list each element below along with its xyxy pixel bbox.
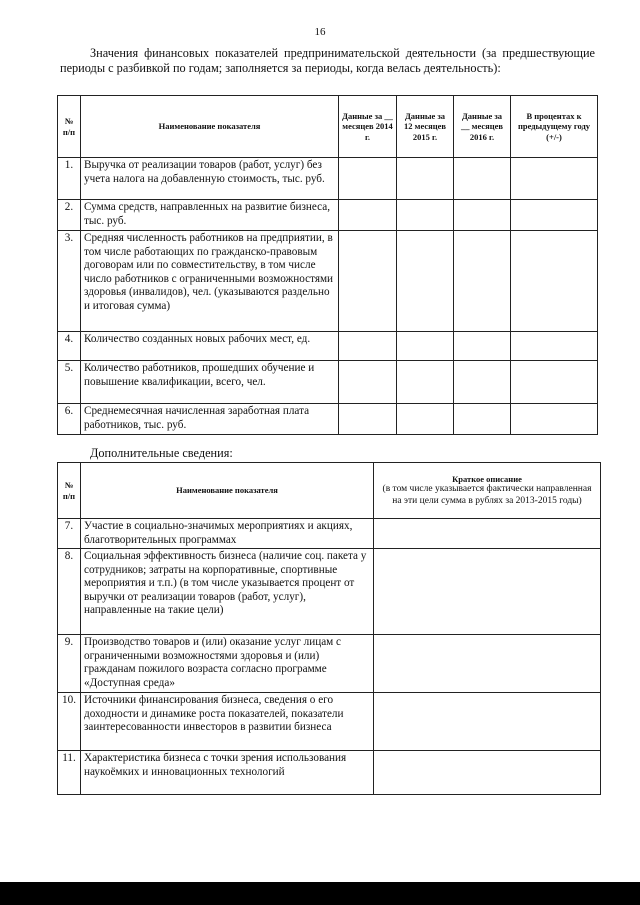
cell-2016[interactable]	[454, 200, 511, 231]
table-row	[58, 231, 598, 332]
extra-title: Дополнительные сведения:	[90, 446, 233, 460]
row-number: 10.	[58, 693, 81, 751]
cell-percent[interactable]	[511, 158, 598, 200]
row-name: Источники финансирования бизнеса, сведения о его доходности и динамике роста показателей, показатели заинтересованности инвесторов в развитии бизнеса	[81, 693, 374, 751]
header-description	[374, 463, 601, 519]
description-title: Краткое описание	[452, 473, 522, 484]
cell-2015[interactable]	[397, 404, 454, 435]
row-number: 6.	[58, 404, 81, 435]
financial-indicators-table	[57, 95, 598, 435]
cell-description[interactable]	[374, 519, 601, 549]
row-name: Производство товаров и (или) оказание услуг лицам с ограниченными возможностями здоровья и (или) гражданам пожилого возраста согласно программе «Доступная среда»	[81, 635, 374, 693]
row-number: 11.	[58, 751, 81, 795]
row-number: 3.	[58, 231, 81, 332]
cell-percent[interactable]	[511, 361, 598, 404]
header-row	[58, 463, 601, 519]
row-name: Среднемесячная начисленная заработная плата работников, тыс. руб.	[81, 404, 339, 435]
cell-description[interactable]	[374, 635, 601, 693]
cell-percent[interactable]	[511, 200, 598, 231]
header-percent: В процентах к предыдущему году (+/-)	[511, 96, 598, 158]
row-number: 7.	[58, 519, 81, 549]
row-number: 4.	[58, 332, 81, 361]
cell-description[interactable]	[374, 751, 601, 795]
cell-2016[interactable]	[454, 158, 511, 200]
row-name: Сумма средств, направленных на развитие бизнеса, тыс. руб.	[81, 200, 339, 231]
cell-2015[interactable]	[397, 200, 454, 231]
row-name: Количество созданных новых рабочих мест, ед.	[81, 332, 339, 361]
cell-percent[interactable]	[511, 404, 598, 435]
description-note: (в том числе указывается фактически направленная на эти цели сумма в рублях за 2013-2015 годы)	[382, 484, 592, 506]
cell-description[interactable]	[374, 549, 601, 635]
table-row	[58, 519, 601, 549]
row-name: Количество работников, прошедших обучение и повышение квалификации, всего, чел.	[81, 361, 339, 404]
table-row	[58, 693, 601, 751]
table-row	[58, 361, 598, 404]
table-row	[58, 549, 601, 635]
cell-2014[interactable]	[339, 231, 397, 332]
row-number: 5.	[58, 361, 81, 404]
header-name: Наименование показателя	[81, 96, 339, 158]
header-2016: Данные за __ месяцев 2016 г.	[454, 96, 511, 158]
scan-edge-bar	[0, 882, 640, 905]
table-row	[58, 200, 598, 231]
cell-2016[interactable]	[454, 231, 511, 332]
cell-2015[interactable]	[397, 231, 454, 332]
additional-info-table	[57, 462, 601, 795]
row-name: Средняя численность работников на предприятии, в том числе работающих по гражданско-правовым договорам или по совместительству, в том числе число работников с ограниченными возможностями здоровья (инвалидов), чел. (указываются раздельно и итоговая сумма)	[81, 231, 339, 332]
cell-2015[interactable]	[397, 158, 454, 200]
row-number: 2.	[58, 200, 81, 231]
cell-description[interactable]	[374, 693, 601, 751]
cell-2016[interactable]	[454, 404, 511, 435]
cell-2014[interactable]	[339, 200, 397, 231]
page-number: 16	[314, 26, 326, 38]
cell-2014[interactable]	[339, 361, 397, 404]
cell-2014[interactable]	[339, 158, 397, 200]
intro-text: Значения финансовых показателей предпринимательской деятельности (за предшествующие периоды с разбивкой по годам; заполняется за периоды, когда велась деятельность):	[60, 46, 595, 75]
table-row	[58, 635, 601, 693]
cell-2014[interactable]	[339, 404, 397, 435]
cell-2015[interactable]	[397, 361, 454, 404]
row-name: Характеристика бизнеса с точки зрения использования наукоёмких и инновационных технологий	[81, 751, 374, 795]
header-row	[58, 96, 598, 158]
table-row	[58, 404, 598, 435]
table-row	[58, 751, 601, 795]
cell-2014[interactable]	[339, 332, 397, 361]
cell-percent[interactable]	[511, 231, 598, 332]
row-number: 9.	[58, 635, 81, 693]
header-num: № п/п	[58, 96, 81, 158]
header-2014: Данные за __ месяцев 2014 г.	[339, 96, 397, 158]
row-name: Выручка от реализации товаров (работ, услуг) без учета налога на добавленную стоимость, тыс. руб.	[81, 158, 339, 200]
row-number: 1.	[58, 158, 81, 200]
row-number: 8.	[58, 549, 81, 635]
cell-2016[interactable]	[454, 332, 511, 361]
header-num: № п/п	[58, 463, 81, 519]
header-2015: Данные за 12 месяцев 2015 г.	[397, 96, 454, 158]
row-name: Социальная эффективность бизнеса (наличие соц. пакета у сотрудников; затраты на корпоративные, спортивные мероприятия и т.п.) (в том числе указывается процент от выручки от реализации товаров (работ, услуг), направленные на такие цели)	[81, 549, 374, 635]
table-row	[58, 332, 598, 361]
header-name: Наименование показателя	[81, 463, 374, 519]
table-row	[58, 158, 598, 200]
cell-percent[interactable]	[511, 332, 598, 361]
cell-2015[interactable]	[397, 332, 454, 361]
row-name: Участие в социально-значимых мероприятиях и акциях, благотворительных программах	[81, 519, 374, 549]
cell-2016[interactable]	[454, 361, 511, 404]
